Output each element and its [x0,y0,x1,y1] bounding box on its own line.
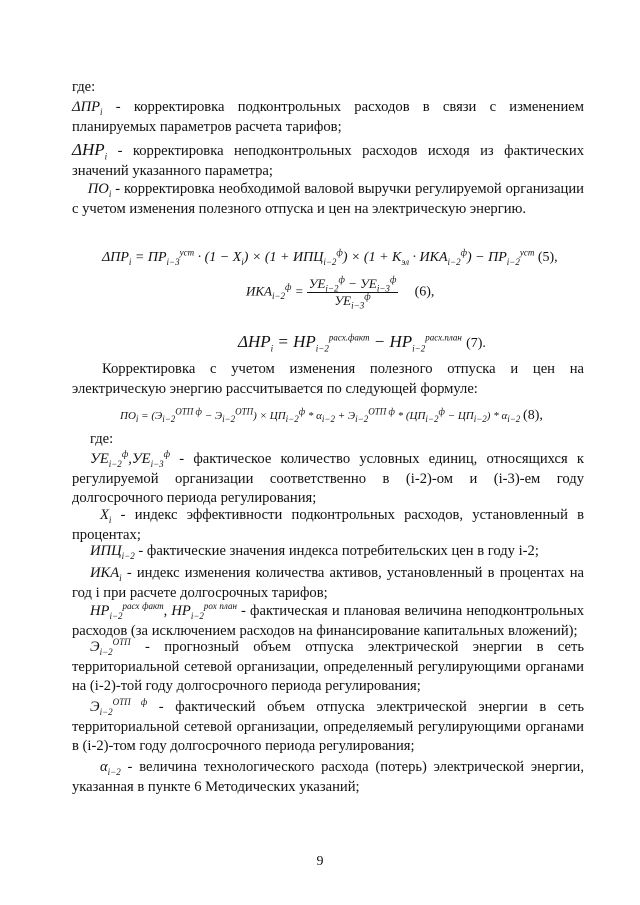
def-delta-nr [72,140,584,181]
symbol-delta-pr: $\Delta ПР_i$ [72,99,103,117]
def-text: - прогнозный объем отпуска электрической энергии в сеть территориальной сетевой организации, определенный регулирующими органами на (i-2)-той году долгосрочного периода регулирования; [72,639,584,695]
def-text: - величина технологического расхода (потерь) электрической энергии, указанная в пункте 6 Методических указаний; [72,759,584,795]
formula-6-label: (6), [414,284,435,300]
formula-8: $ПО_i = (Э_{i-2}^{ОТП ф} - Э_{i-2}^{ОТП}) \times ЦП_{i-2}^ф * \alpha_{i-2} + Э_{i-2}^{ОТП ф} * (ЦП_{i-2}^ф - ЦП_{i-2}) * \alpha_{i-2}$ (8), [120,406,543,425]
formula-5: $\Delta ПР_i = ПР_{i-3}^{уст} \cdot (1 - X_i) \times (1 + ИПЦ_{i-2}^ф) \times (1 + K_{эл} \cdot ИКА_{i-2}^ф) - ПР_{i-2}^{уст}$ (5), [102,247,558,267]
def-nr [72,602,584,641]
where-label-2: где: [90,431,114,447]
symbol-e-otp-f: $Э_{i-2}^{ОТП ф}$ [90,697,148,717]
def-alpha [72,758,584,797]
symbol-ika: $ИКА_i$ [90,565,122,583]
symbol-delta-nr: $\Delta НР_i$ [72,140,108,162]
def-text: - фактический объем отпуска электрической энергии в сеть территориальной сетевой организации, определяемый регулирующими органами в (i-2)-том году долгосрочного периода регулирования; [72,699,584,755]
formula-6-fraction: $\frac{УЕ_{i-2}^ф - УЕ_{i-3}^ф}{УЕ_{i-3}^ф}$ [308,274,397,311]
def-ipc [72,542,584,562]
def-e-otp [72,638,584,697]
def-text: - корректировка необходимой валовой выручки регулируемой организации с учетом изменения полезного отпуска и цен на электрическую энергию. [72,181,584,217]
def-text: - индекс эффективности подконтрольных расходов, установленный в процентах; [72,507,584,543]
symbol-po: $ПО_i$ [72,181,112,199]
symbol-ue: $УЕ_{i-2}^ф,УЕ_{i-3}^ф$ [90,449,171,469]
def-e-otp-f [72,698,584,757]
symbol-alpha: $\alpha_{i-2}$ [100,759,121,777]
def-ue [72,450,584,509]
def-text: - корректировка подконтрольных расходов в связи с изменением планируемых параметров расчета тарифов; [72,99,584,135]
symbol-nr: $НР_{i-2}^{расх факт}$, $НР_{i-2}^{рох план}$ [90,601,237,621]
formula-8-label: (8), [523,408,543,423]
def-po [72,180,584,219]
def-delta-pr [72,98,584,137]
def-text: - корректировка неподконтрольных расходов исходя из фактических значений указанного параметра; [72,143,584,179]
where-label-1: где: [72,79,96,95]
def-text: - фактические значения индекса потребительских цен в году i-2; [138,543,539,559]
formula-7-label: (7). [466,336,486,351]
def-ika [72,564,584,603]
symbol-ipc: $ИПЦ_{i-2}$ [90,543,135,561]
formula-5-label: (5), [537,250,558,265]
def-text: - фактическое количество условных единиц, относящихся к регулируемой организации соответственно в (i-2)-ом и (i-3)-ем году долгосрочного периода регулирования; [72,451,585,507]
symbol-x: $X_i$ [100,507,112,525]
paragraph-mid: Корректировка с учетом изменения полезного отпуска и цен на электрическую энергию рассчитывается по следующей формуле: [72,361,584,397]
def-text: - фактическая и плановая величина неподконтрольных расходов (за исключением расходов на финансирование капитальных вложений); [72,603,584,639]
symbol-e-otp: $Э_{i-2}^{ОТП}$ [90,637,131,657]
page-number: 9 [316,854,324,869]
formula-7: $\Delta НР_i = НР_{i-2}^{расх.факт} - НР_{i-2}^{расх.план}$ (7). [238,332,486,354]
formula-6: $ИКА_{i-2}^ф$ = $\frac{УЕ_{i-2}^ф - УЕ_{i-3}^ф}{УЕ_{i-3}^ф}$ (6), [246,274,435,311]
def-x [72,506,584,545]
def-text: - индекс изменения количества активов, установленный в процентах на год i при расчете долгосрочных тарифов; [72,565,584,601]
